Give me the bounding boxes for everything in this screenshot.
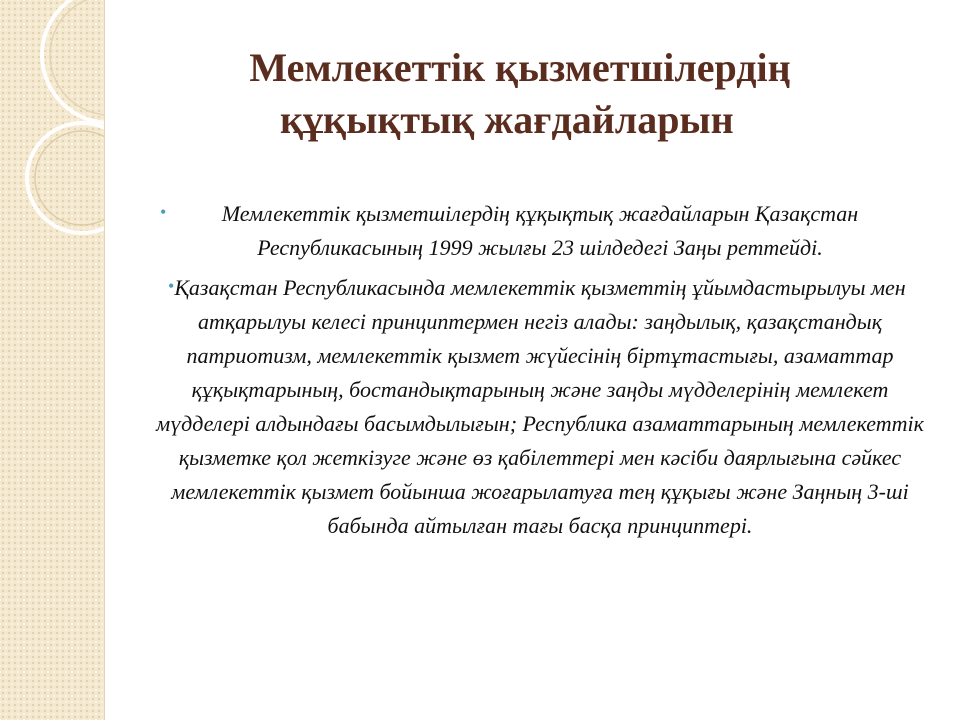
decorative-rings (0, 0, 104, 720)
slide-title (150, 42, 890, 146)
ring-middle (27, 123, 104, 233)
bullet-icon: • (160, 202, 167, 222)
bullet-icon: • (168, 276, 175, 296)
decorative-side-panel (0, 0, 105, 720)
bullet-item (150, 197, 930, 265)
slide-title-line1: Мемлекеттік қызметшілердің (249, 45, 791, 90)
slide-title-line2: құқықтық жағдайларын (280, 97, 734, 142)
bullet-text: Қазақстан Республикасында мемлекеттік қызметтің ұйымдастырылуы мен атқарылуы келесі принциптермен негіз алады: заңдылық, қазақстандық патриотизм, мемлекеттік қызмет жүйесінің біртұтастығы, азаматтар құқықтарының, бостандықтарының және заңды мүдделерінің мемлекет мүдделері алдындағы басымдылығын; Республика азаматтарының мемлекеттік қызметке қол жеткізуге және өз қабілеттері мен кәсіби даярлығына сәйкес мемлекеттік қызмет бойынша жоғарылатуға тең құқығы және Заңның 3-ші бабында айтылған тағы басқа принциптері. (156, 275, 924, 538)
ring-large (42, 0, 104, 123)
bullet-text: Мемлекеттік қызметшілердің құқықтық жағдайларын Қазақстан Республикасының 1999 жылғы 23 шілдедегі Заңы реттейді. (221, 201, 859, 260)
ring-middle-inner (35, 131, 104, 225)
bullet-item (150, 271, 930, 543)
bullet-list (150, 197, 930, 543)
